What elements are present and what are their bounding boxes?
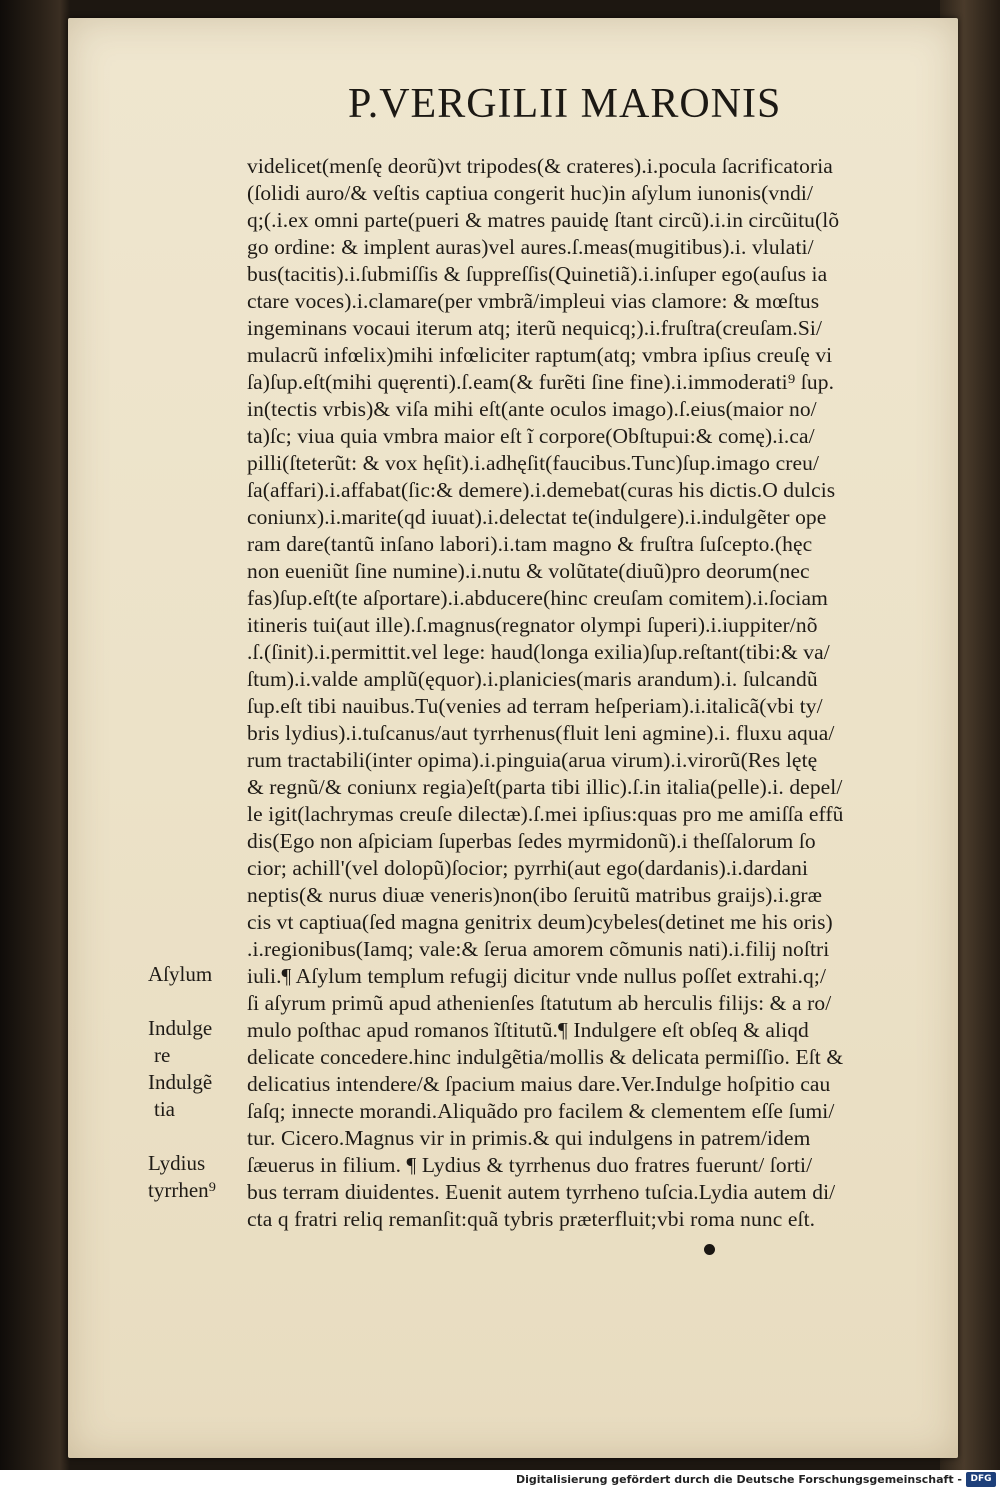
text-line: ram dare(tantũ inſano labori).i.tam magno & fruſtra ſuſcepto.(hęc (247, 532, 813, 556)
text-line: iuli.¶ Aſylum templum refugij dicitur vnde nullus poſſet extrahi.q;/ (247, 964, 827, 988)
text-line: in(tectis vrbis)& viſa mihi eſt(ante oculos imago).ſ.eius(maior no/ (247, 397, 817, 421)
dfg-logo-icon: DFG (966, 1472, 996, 1487)
text-line: itineris tui(aut ille).ſ.magnus(regnator olympi ſuperi).i.iuppiter/nõ (247, 613, 818, 637)
text-line: ingeminans vocaui iterum atq; iterũ nequicq;).i.fruſtra(creuſam.Si/ (247, 316, 823, 340)
text-line: ta)ſc; viua quia vmbra maior eſt ĩ corpore(Obſtupui:& comę).i.ca/ (247, 424, 815, 448)
text-line: le igit(lachrymas creuſe dilectæ).ſ.mei ipſius:quas pro me amiſſa effũ (247, 802, 844, 826)
margin-note: Indulge (148, 1016, 213, 1040)
text-line: ſup.eſt tibi nauibus.Tu(venies ad terram heſperiam).i.italicã(vbi ty/ (247, 694, 823, 718)
text-line: bus terram diuidentes. Euenit autem tyrrheno tuſcia.Lydia autem di/ (247, 1180, 836, 1204)
text-line: ſa(affari).i.affabat(ſic:& demere).i.demebat(curas his dictis.O dulcis (247, 478, 836, 502)
text-line: cta q fratri reliq remanſit:quã tybris præterfluit;vbi roma nunc eſt. (247, 1207, 816, 1231)
text-line: .ſ.(ſinit).i.permittit.vel lege: haud(longa exilia)ſup.reſtant(tibi:& va/ (247, 640, 830, 664)
text-line: rum tractabili(inter opima).i.pinguia(arua virum).i.virorũ(Res lętę (247, 748, 818, 772)
text-line: (ſolidi auro/& veſtis captiua congerit huc)in aſylum iunonis(vndi/ (247, 181, 814, 205)
text-line: cis vt captiua(ſed magna genitrix deum)cybeles(detinet me his oris) (247, 910, 833, 934)
text-line: .i.regionibus(Iamq; vale:& ſerua amorem cõmunis nati).i.filij noſtri (247, 937, 830, 961)
text-line: go ordine: & implent auras)vel aures.ſ.meas(mugitibus).i. vlulati/ (247, 235, 814, 259)
margin-note: tyrrhen⁹ (148, 1178, 216, 1202)
margin-note: tia (154, 1097, 175, 1121)
text-line: mulo poſthac apud romanos ĩſtitutũ.¶ Indulgere eſt obſeq & aliqd (247, 1018, 809, 1042)
text-line: ſi aſyrum primũ apud athenienſes ſtatutum ab herculis filijs: & a ro/ (247, 991, 832, 1015)
text-line: bus(tacitis).i.ſubmiſſis & ſuppreſſis(Quinetiã).i.inſuper ego(auſus ia (247, 262, 828, 286)
text-line: bris lydius).i.tuſcanus/aut tyrrhenus(fluit leni agmine).i. fluxu aqua/ (247, 721, 835, 745)
funding-credit: Digitalisierung gefördert durch die Deutsche Forschungsgemeinschaft - (515, 1473, 962, 1486)
running-head: P.VERGILII MARONIS (348, 81, 782, 127)
margin-note: Indulgẽ (148, 1070, 213, 1094)
text-line: & regnũ/& coniunx regia)eſt(parta tibi illic).ſ.in italia(pelle).i. depel/ (247, 775, 843, 799)
text-line: ſa)ſup.eſt(mihi quęrenti).ſ.eam(& furẽti ſine fine).i.immoderati⁹ ſup. (247, 370, 835, 394)
text-line: non eueniũt ſine numine).i.nutu & volũtate(diuũ)pro deorum(nec (247, 559, 810, 583)
text-line: ſaſq; innecte morandi.Aliquãdo pro facilem & clementem eſſe ſumi/ (247, 1099, 835, 1123)
text-line: fas)ſup.eſt(te aſportare).i.abducere(hinc creuſam comitem).i.ſociam (247, 586, 828, 610)
text-line: pilli(ſteterũt: & vox hęſit).i.adhęſit(faucibus.Tunc)ſup.imago creu/ (247, 451, 820, 475)
text-line: ſæuerus in filium. ¶ Lydius & tyrrhenus duo fratres fuerunt/ ſorti/ (247, 1153, 813, 1177)
margin-note: Aſylum (148, 962, 213, 986)
text-line: ſtum).i.valde amplũ(ęquor).i.planicies(maris arandum).i. ſulcandũ (247, 667, 818, 691)
ink-spot (704, 1244, 715, 1255)
margin-note: Lydius (148, 1151, 206, 1175)
text-line: neptis(& nurus diuæ veneris)non(ibo ſeruitũ matribus graijs).i.græ (247, 883, 823, 907)
text-line: dis(Ego non aſpiciam ſuperbas ſedes myrmidonũ).i theſſalorum ſo (247, 829, 816, 853)
text-line: tur. Cicero.Magnus vir in primis.& qui indulgens in patrem/idem (247, 1126, 811, 1150)
footer-bar (0, 1470, 1000, 1491)
text-line: ctare voces).i.clamare(per vmbrã/impleui vias clamore: & mœſtus (247, 289, 820, 313)
commentary-text (247, 153, 927, 1233)
text-line: mulacrũ infœlix)mihi infœliciter raptum(atq; vmbra ipſius creuſę vi (247, 343, 833, 367)
margin-note: re (154, 1043, 171, 1067)
text-line: delicate concedere.hinc indulgẽtia/mollis & delicata permiſſio. Eſt & (247, 1045, 844, 1069)
text-line: delicatius intendere/& ſpacium maius dare.Ver.Indulge hoſpitio cau (247, 1072, 831, 1096)
text-line: videlicet(menſę deorũ)vt tripodes(& crateres).i.pocula ſacrificatoria (247, 154, 833, 178)
text-line: q;(.i.ex omni parte(pueri & matres pauidę ſtant circũ).i.in circũitu(lõ (247, 208, 840, 232)
text-line: cior; achill'(vel dolopũ)ſocior; pyrrhi(aut ego(dardanis).i.dardani (247, 856, 809, 880)
text-line: coniunx).i.marite(qd iuuat).i.delectat te(indulgere).i.indulgẽter ope (247, 505, 827, 529)
